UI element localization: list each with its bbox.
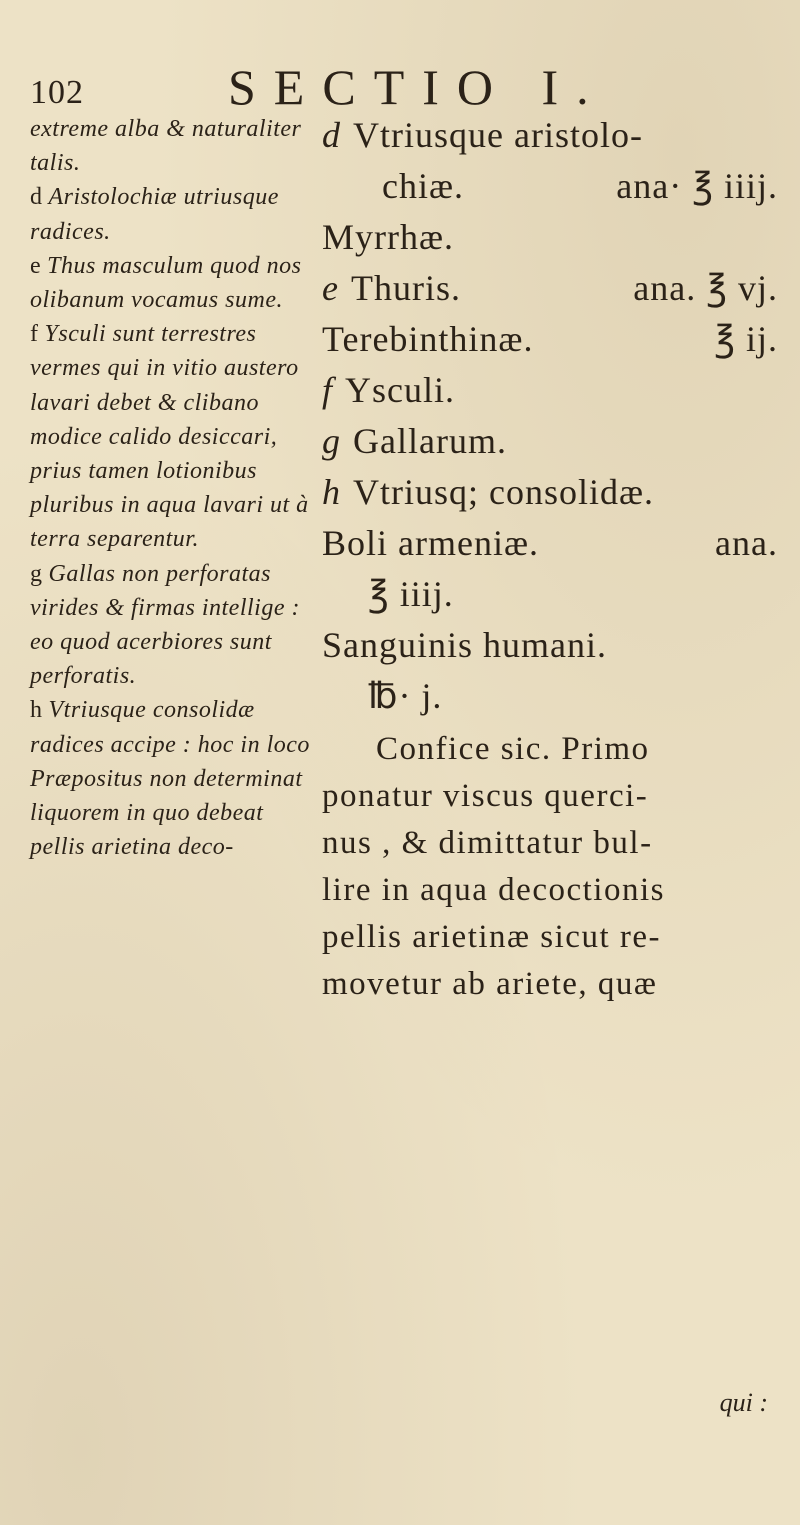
catchword: qui :	[719, 1388, 768, 1417]
gloss-letter: e	[30, 252, 42, 279]
page-number: 102	[30, 74, 84, 111]
ingredient-quantity: ana. ℥ vj.	[633, 268, 778, 308]
gloss-text: Aristolochiæ utriusque radices.	[30, 184, 279, 245]
gloss-entry-continued	[30, 112, 320, 180]
reference-mark: d	[322, 115, 341, 155]
gloss-text: Gallas non perforatas virides & firmas intellige : eo quod acerbiores sunt perforatis.	[30, 560, 300, 690]
ingredient-text: Vtriusque aristolo-	[353, 115, 643, 155]
reference-mark: f	[322, 370, 334, 410]
reference-mark: e	[322, 268, 339, 308]
ingredient-text: Sanguinis humani.	[322, 625, 607, 665]
gloss-text: extreme alba & naturaliter talis.	[30, 116, 302, 177]
gloss-entry-f	[30, 317, 320, 556]
instruction-paragraph	[322, 726, 782, 1008]
recipe-column	[322, 110, 782, 1008]
page-header	[0, 58, 800, 118]
gloss-text: Thus masculum quod nos olibanum vocamus sume.	[30, 252, 302, 314]
ingredient-quantity: ℥ ij.	[714, 319, 778, 359]
running-head: SECTIO I.	[228, 59, 607, 115]
recipe-line	[322, 110, 782, 161]
ingredient-text: Ysculi.	[345, 370, 456, 410]
gloss-letter: h	[30, 697, 43, 724]
paragraph-line: pellis arietinæ sicut re-	[322, 919, 661, 955]
ingredient-text: Vtriusq; consolidæ.	[353, 472, 655, 512]
recipe-line	[322, 314, 782, 365]
paragraph-line: nus , & dimittatur bul-	[322, 825, 653, 861]
recipe-line	[322, 416, 782, 467]
recipe-line	[322, 620, 782, 671]
gloss-letter: d	[30, 184, 43, 211]
ingredient-text: Myrrhæ.	[322, 217, 454, 257]
paragraph-line: lire in aqua decoctionis	[322, 872, 665, 908]
marginal-gloss-column	[30, 112, 320, 864]
gloss-entry-g	[30, 557, 320, 694]
gloss-entry-e	[30, 249, 320, 317]
gloss-text: Vtriusque consolidæ radices accipe : hoc in loco Præpositus non determinat liquorem in quo debeat pellis arietina deco-	[30, 697, 310, 861]
ingredient-text: Thuris.	[350, 268, 461, 308]
gloss-text: Ysculi sunt terrestres vermes qui in vitio austero lavari debet & clibano modice calido desiccari, prius tamen lotionibus pluribus in aqua lavari ut à terra separentur.	[30, 321, 309, 553]
ingredient-text: Terebinthinæ.	[322, 319, 534, 359]
recipe-line	[322, 671, 782, 722]
ingredient-text: Boli armeniæ.	[322, 523, 539, 563]
ingredient-text: Gallarum.	[353, 421, 507, 461]
ingredient-quantity: ana.	[715, 523, 778, 563]
gloss-letter: g	[30, 560, 43, 587]
ingredient-quantity: ℔· j.	[368, 676, 443, 716]
recipe-line	[322, 365, 782, 416]
gloss-letter: f	[30, 321, 39, 348]
paragraph-line: ponatur viscus querci-	[322, 778, 649, 814]
ingredient-quantity: ℥ iiij.	[368, 574, 454, 614]
gloss-entry-d	[30, 180, 320, 248]
reference-mark: h	[322, 472, 341, 512]
recipe-line	[322, 263, 782, 314]
gloss-entry-h	[30, 693, 320, 864]
recipe-line	[322, 212, 782, 263]
ingredient-text: chiæ.	[382, 166, 464, 206]
recipe-line	[322, 161, 782, 212]
paragraph-line: movetur ab ariete, quæ	[322, 966, 658, 1002]
ingredient-quantity: ana· ℥ iiij.	[616, 166, 778, 206]
recipe-line	[322, 569, 782, 620]
recipe-line	[322, 467, 782, 518]
reference-mark: g	[322, 421, 341, 461]
recipe-line	[322, 518, 782, 569]
paragraph-line: Confice sic. Primo	[376, 731, 650, 767]
